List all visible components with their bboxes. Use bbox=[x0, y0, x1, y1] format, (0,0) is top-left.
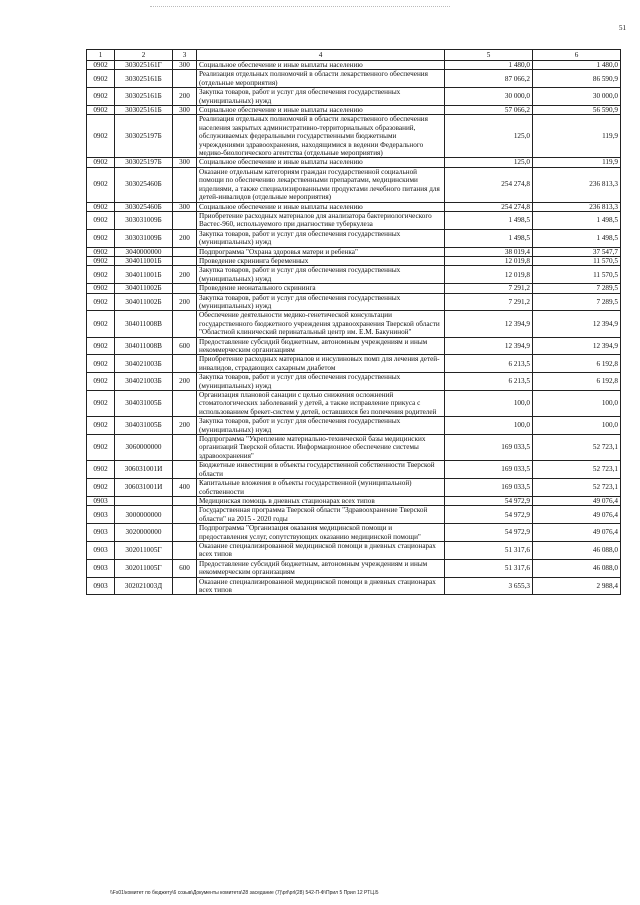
executed-amount-cell: 100,0 bbox=[533, 391, 621, 417]
expense-type-cell bbox=[173, 211, 197, 229]
section-code-cell: 0902 bbox=[87, 479, 115, 497]
section-code-cell: 0902 bbox=[87, 266, 115, 284]
executed-amount-cell: 46 088,0 bbox=[533, 559, 621, 577]
planned-amount-cell: 7 291,2 bbox=[445, 284, 533, 293]
planned-amount-cell: 6 213,5 bbox=[445, 355, 533, 373]
planned-amount-cell: 6 213,5 bbox=[445, 373, 533, 391]
article-code-cell: 302011005Г bbox=[115, 559, 173, 577]
planned-amount-cell: 169 033,5 bbox=[445, 435, 533, 461]
item-name-cell: Оказание отдельным категориям граждан государственной социальной помощи по обеспечению лекарственными препаратами, медицинскими изделиями, а также специализированными продуктами лечебного питания для детей-инвалидов (отдельные мероприятия) bbox=[197, 167, 445, 202]
article-code-cell: 303025161Б bbox=[115, 70, 173, 88]
item-name-cell: Закупка товаров, работ и услуг для обеспечения государственных (муниципальных) нужд bbox=[197, 229, 445, 247]
section-code-cell: 0902 bbox=[87, 61, 115, 70]
planned-amount-cell: 1 498,5 bbox=[445, 211, 533, 229]
item-name-cell: Подпрограмма "Укрепление материально-технической базы медицинских организаций Тверской области. Информационное обеспечение системы здравоохранения" bbox=[197, 435, 445, 461]
expense-type-cell: 200 bbox=[173, 373, 197, 391]
article-code-cell: 302021003Д bbox=[115, 577, 173, 595]
section-code-cell: 0902 bbox=[87, 355, 115, 373]
article-code-cell: 304011001Б bbox=[115, 256, 173, 265]
section-code-cell: 0902 bbox=[87, 88, 115, 106]
table-row bbox=[87, 167, 621, 202]
article-code-cell: 304011008В bbox=[115, 311, 173, 337]
table-row bbox=[87, 337, 621, 355]
planned-amount-cell: 12 394,9 bbox=[445, 337, 533, 355]
expense-type-cell bbox=[173, 247, 197, 256]
table-row bbox=[87, 247, 621, 256]
executed-amount-cell: 12 394,9 bbox=[533, 311, 621, 337]
item-name-cell: Предоставление субсидий бюджетным, автономным учреждениям и иным некоммерческим организациям bbox=[197, 559, 445, 577]
section-code-cell: 0902 bbox=[87, 284, 115, 293]
article-code-cell: 304011002Б bbox=[115, 293, 173, 311]
expense-type-cell bbox=[173, 435, 197, 461]
table-body bbox=[87, 61, 621, 595]
table-row bbox=[87, 506, 621, 524]
section-code-cell: 0902 bbox=[87, 106, 115, 115]
planned-amount-cell: 54 972,9 bbox=[445, 524, 533, 542]
planned-amount-cell: 100,0 bbox=[445, 417, 533, 435]
executed-amount-cell: 1 480,0 bbox=[533, 61, 621, 70]
item-name-cell: Организация плановой санации с целью снижения осложнений стоматологических заболеваний у детей, а также исправление прикуса с использованием брекет-систем у детей, оставшихся без попечения родителей bbox=[197, 391, 445, 417]
planned-amount-cell: 54 972,9 bbox=[445, 506, 533, 524]
table-row bbox=[87, 229, 621, 247]
table-row bbox=[87, 577, 621, 595]
table-row bbox=[87, 211, 621, 229]
executed-amount-cell: 52 723,1 bbox=[533, 479, 621, 497]
section-code-cell: 0902 bbox=[87, 167, 115, 202]
executed-amount-cell: 6 192,8 bbox=[533, 355, 621, 373]
planned-amount-cell: 51 317,6 bbox=[445, 559, 533, 577]
planned-amount-cell: 7 291,2 bbox=[445, 293, 533, 311]
executed-amount-cell: 49 076,4 bbox=[533, 524, 621, 542]
planned-amount-cell: 87 066,2 bbox=[445, 70, 533, 88]
section-code-cell: 0902 bbox=[87, 70, 115, 88]
executed-amount-cell: 7 289,5 bbox=[533, 284, 621, 293]
planned-amount-cell: 254 274,8 bbox=[445, 202, 533, 211]
table-row bbox=[87, 541, 621, 559]
section-code-cell: 0902 bbox=[87, 373, 115, 391]
planned-amount-cell: 12 019,8 bbox=[445, 256, 533, 265]
table-row bbox=[87, 284, 621, 293]
article-code-cell: 306031001И bbox=[115, 461, 173, 479]
expense-type-cell bbox=[173, 70, 197, 88]
article-code-cell: 303031009Б bbox=[115, 229, 173, 247]
article-code-cell: 303025161Б bbox=[115, 106, 173, 115]
executed-amount-cell: 7 289,5 bbox=[533, 293, 621, 311]
section-code-cell: 0903 bbox=[87, 524, 115, 542]
section-code-cell: 0902 bbox=[87, 229, 115, 247]
executed-amount-cell: 49 076,4 bbox=[533, 496, 621, 505]
planned-amount-cell: 3 655,3 bbox=[445, 577, 533, 595]
item-name-cell: Закупка товаров, работ и услуг для обеспечения государственных (муниципальных) нужд bbox=[197, 266, 445, 284]
item-name-cell: Социальное обеспечение и иные выплаты населению bbox=[197, 158, 445, 167]
planned-amount-cell: 12 019,8 bbox=[445, 266, 533, 284]
executed-amount-cell: 1 498,5 bbox=[533, 211, 621, 229]
item-name-cell: Закупка товаров, работ и услуг для обеспечения государственных (муниципальных) нужд bbox=[197, 88, 445, 106]
expense-type-cell bbox=[173, 461, 197, 479]
table-row bbox=[87, 61, 621, 70]
planned-amount-cell: 254 274,8 bbox=[445, 167, 533, 202]
section-code-cell: 0903 bbox=[87, 559, 115, 577]
expense-type-cell: 300 bbox=[173, 106, 197, 115]
item-name-cell: Социальное обеспечение и иные выплаты населению bbox=[197, 202, 445, 211]
executed-amount-cell: 11 570,5 bbox=[533, 266, 621, 284]
article-code-cell bbox=[115, 496, 173, 505]
executed-amount-cell: 56 590,9 bbox=[533, 106, 621, 115]
item-name-cell: Приобретение расходных материалов и инсулиновых помп для лечения детей-инвалидов, страдающих сахарным диабетом bbox=[197, 355, 445, 373]
executed-amount-cell: 30 000,0 bbox=[533, 88, 621, 106]
table-row bbox=[87, 524, 621, 542]
executed-amount-cell: 6 192,8 bbox=[533, 373, 621, 391]
section-code-cell: 0902 bbox=[87, 337, 115, 355]
executed-amount-cell: 52 723,1 bbox=[533, 435, 621, 461]
table-row bbox=[87, 559, 621, 577]
planned-amount-cell: 100,0 bbox=[445, 391, 533, 417]
article-code-cell: 306031001И bbox=[115, 479, 173, 497]
page-number: 51 bbox=[619, 24, 626, 32]
planned-amount-cell: 1 498,5 bbox=[445, 229, 533, 247]
table-row bbox=[87, 391, 621, 417]
executed-amount-cell: 1 498,5 bbox=[533, 229, 621, 247]
item-name-cell: Капитальные вложения в объекты государственной (муниципальной) собственности bbox=[197, 479, 445, 497]
section-code-cell: 0903 bbox=[87, 577, 115, 595]
expense-type-cell bbox=[173, 115, 197, 158]
article-code-cell: 304031005Б bbox=[115, 391, 173, 417]
expense-type-cell: 600 bbox=[173, 559, 197, 577]
article-code-cell: 303025460Б bbox=[115, 202, 173, 211]
executed-amount-cell: 86 590,9 bbox=[533, 70, 621, 88]
item-name-cell: Бюджетные инвестиции в объекты государственной собственности Тверской области bbox=[197, 461, 445, 479]
expense-type-cell bbox=[173, 506, 197, 524]
expense-type-cell bbox=[173, 311, 197, 337]
table-row bbox=[87, 479, 621, 497]
expense-type-cell: 200 bbox=[173, 417, 197, 435]
column-header: 5 bbox=[445, 50, 533, 61]
expense-type-cell bbox=[173, 167, 197, 202]
planned-amount-cell: 1 480,0 bbox=[445, 61, 533, 70]
table-row bbox=[87, 311, 621, 337]
executed-amount-cell: 46 088,0 bbox=[533, 541, 621, 559]
expense-type-cell: 300 bbox=[173, 61, 197, 70]
table-row bbox=[87, 106, 621, 115]
section-code-cell: 0903 bbox=[87, 506, 115, 524]
expense-type-cell bbox=[173, 256, 197, 265]
expense-type-cell bbox=[173, 391, 197, 417]
table-row bbox=[87, 202, 621, 211]
planned-amount-cell: 125,0 bbox=[445, 115, 533, 158]
item-name-cell: Закупка товаров, работ и услуг для обеспечения государственных (муниципальных) нужд bbox=[197, 293, 445, 311]
section-code-cell: 0902 bbox=[87, 435, 115, 461]
table-row bbox=[87, 70, 621, 88]
planned-amount-cell: 51 317,6 bbox=[445, 541, 533, 559]
table-row bbox=[87, 293, 621, 311]
article-code-cell: 303031009Б bbox=[115, 211, 173, 229]
expense-type-cell bbox=[173, 541, 197, 559]
executed-amount-cell: 236 813,3 bbox=[533, 167, 621, 202]
item-name-cell: Подпрограмма "Охрана здоровья матери и ребенка" bbox=[197, 247, 445, 256]
section-code-cell: 0902 bbox=[87, 391, 115, 417]
executed-amount-cell: 11 570,5 bbox=[533, 256, 621, 265]
item-name-cell: Закупка товаров, работ и услуг для обеспечения государственных (муниципальных) нужд bbox=[197, 373, 445, 391]
item-name-cell: Проведение скрининга беременных bbox=[197, 256, 445, 265]
article-code-cell: 3020000000 bbox=[115, 524, 173, 542]
expense-type-cell: 300 bbox=[173, 202, 197, 211]
expense-type-cell bbox=[173, 355, 197, 373]
article-code-cell: 303025460Б bbox=[115, 167, 173, 202]
item-name-cell: Закупка товаров, работ и услуг для обеспечения государственных (муниципальных) нужд bbox=[197, 417, 445, 435]
table-row bbox=[87, 435, 621, 461]
item-name-cell: Предоставление субсидий бюджетным, автономным учреждениям и иным некоммерческим организациям bbox=[197, 337, 445, 355]
item-name-cell: Проведение неонатального скрининга bbox=[197, 284, 445, 293]
executed-amount-cell: 119,9 bbox=[533, 158, 621, 167]
item-name-cell: Подпрограмма "Организация оказания медицинской помощи и предоставления услуг, сопутствующих оказанию медицинской помощи" bbox=[197, 524, 445, 542]
column-header: 1 bbox=[87, 50, 115, 61]
column-header: 4 bbox=[197, 50, 445, 61]
file-path-footer: \\Fs01\комитет по бюджету\6 созыв\Документы комитета\28 заседание (7)\prl\prl(28) 542-П-Ф\Прил 5 Прил 12 РТЦ.Б bbox=[110, 890, 379, 896]
expense-type-cell bbox=[173, 577, 197, 595]
executed-amount-cell: 236 813,3 bbox=[533, 202, 621, 211]
section-code-cell: 0903 bbox=[87, 496, 115, 505]
scan-top-edge bbox=[150, 6, 450, 8]
section-code-cell: 0902 bbox=[87, 256, 115, 265]
executed-amount-cell: 52 723,1 bbox=[533, 461, 621, 479]
section-code-cell: 0902 bbox=[87, 115, 115, 158]
table-row bbox=[87, 373, 621, 391]
planned-amount-cell: 169 033,5 bbox=[445, 461, 533, 479]
article-code-cell: 303025197Б bbox=[115, 158, 173, 167]
planned-amount-cell: 169 033,5 bbox=[445, 479, 533, 497]
table-row bbox=[87, 266, 621, 284]
section-code-cell: 0902 bbox=[87, 417, 115, 435]
article-code-cell: 303025197Б bbox=[115, 115, 173, 158]
section-code-cell: 0902 bbox=[87, 311, 115, 337]
expense-type-cell: 200 bbox=[173, 266, 197, 284]
planned-amount-cell: 54 972,9 bbox=[445, 496, 533, 505]
section-code-cell: 0902 bbox=[87, 158, 115, 167]
article-code-cell: 304011008В bbox=[115, 337, 173, 355]
column-header: 2 bbox=[115, 50, 173, 61]
executed-amount-cell: 2 988,4 bbox=[533, 577, 621, 595]
item-name-cell: Оказание специализированной медицинской помощи в дневных стационарах всех типов bbox=[197, 541, 445, 559]
expense-type-cell bbox=[173, 284, 197, 293]
item-name-cell: Медицинская помощь в дневных стационарах всех типов bbox=[197, 496, 445, 505]
item-name-cell: Социальное обеспечение и иные выплаты населению bbox=[197, 106, 445, 115]
article-code-cell: 3040000000 bbox=[115, 247, 173, 256]
executed-amount-cell: 37 547,7 bbox=[533, 247, 621, 256]
item-name-cell: Обеспечение деятельности медико-генетической консультации государственного бюджетного учреждения здравоохранения Тверской области "Областной клинический перинатальный центр им. Е.М. Бакуниной" bbox=[197, 311, 445, 337]
section-code-cell: 0902 bbox=[87, 247, 115, 256]
planned-amount-cell: 57 066,2 bbox=[445, 106, 533, 115]
article-code-cell: 304031005Б bbox=[115, 417, 173, 435]
executed-amount-cell: 100,0 bbox=[533, 417, 621, 435]
expense-type-cell bbox=[173, 496, 197, 505]
article-code-cell: 3060000000 bbox=[115, 435, 173, 461]
item-name-cell: Реализация отдельных полномочий в области лекарственного обеспечения населения закрытых административно-территориальных образований, обслуживаемых федеральными государственными бюджетными учреждениями здравоохранения, находящимися в ведении Федерального медико-биологического агентства (отдельные мероприятия) bbox=[197, 115, 445, 158]
article-code-cell: 304011002Б bbox=[115, 284, 173, 293]
section-code-cell: 0902 bbox=[87, 202, 115, 211]
table-row bbox=[87, 417, 621, 435]
table-row bbox=[87, 355, 621, 373]
table-row bbox=[87, 461, 621, 479]
article-code-cell: 303025161Г bbox=[115, 61, 173, 70]
article-code-cell: 304021003Б bbox=[115, 373, 173, 391]
section-code-cell: 0902 bbox=[87, 293, 115, 311]
planned-amount-cell: 125,0 bbox=[445, 158, 533, 167]
expense-type-cell bbox=[173, 524, 197, 542]
table-row bbox=[87, 88, 621, 106]
planned-amount-cell: 12 394,9 bbox=[445, 311, 533, 337]
table-row bbox=[87, 158, 621, 167]
expense-type-cell: 600 bbox=[173, 337, 197, 355]
column-header: 6 bbox=[533, 50, 621, 61]
article-code-cell: 302011005Г bbox=[115, 541, 173, 559]
expense-type-cell: 300 bbox=[173, 158, 197, 167]
item-name-cell: Оказание специализированной медицинской помощи в дневных стационарах всех типов bbox=[197, 577, 445, 595]
planned-amount-cell: 30 000,0 bbox=[445, 88, 533, 106]
table-row bbox=[87, 115, 621, 158]
expense-type-cell: 200 bbox=[173, 293, 197, 311]
section-code-cell: 0903 bbox=[87, 541, 115, 559]
planned-amount-cell: 38 019,4 bbox=[445, 247, 533, 256]
expense-type-cell: 400 bbox=[173, 479, 197, 497]
item-name-cell: Приобретение расходных материалов для анализатора бактериологического Вастес-960, используемого при диагностике туберкулеза bbox=[197, 211, 445, 229]
section-code-cell: 0902 bbox=[87, 461, 115, 479]
expense-type-cell: 200 bbox=[173, 229, 197, 247]
section-code-cell: 0902 bbox=[87, 211, 115, 229]
item-name-cell: Реализация отдельных полномочий в области лекарственного обеспечения (отдельные мероприятия) bbox=[197, 70, 445, 88]
article-code-cell: 304011001Б bbox=[115, 266, 173, 284]
executed-amount-cell: 49 076,4 bbox=[533, 506, 621, 524]
executed-amount-cell: 12 394,9 bbox=[533, 337, 621, 355]
table-header-row bbox=[87, 50, 621, 61]
table-row bbox=[87, 256, 621, 265]
table-row bbox=[87, 496, 621, 505]
item-name-cell: Государственная программа Тверской области "Здравоохранение Тверской области" на 2015 - 2020 годы bbox=[197, 506, 445, 524]
article-code-cell: 303025161Б bbox=[115, 88, 173, 106]
expense-type-cell: 200 bbox=[173, 88, 197, 106]
column-header: 3 bbox=[173, 50, 197, 61]
executed-amount-cell: 119,9 bbox=[533, 115, 621, 158]
item-name-cell: Социальное обеспечение и иные выплаты населению bbox=[197, 61, 445, 70]
budget-table bbox=[86, 49, 621, 595]
article-code-cell: 304021003Б bbox=[115, 355, 173, 373]
article-code-cell: 3000000000 bbox=[115, 506, 173, 524]
